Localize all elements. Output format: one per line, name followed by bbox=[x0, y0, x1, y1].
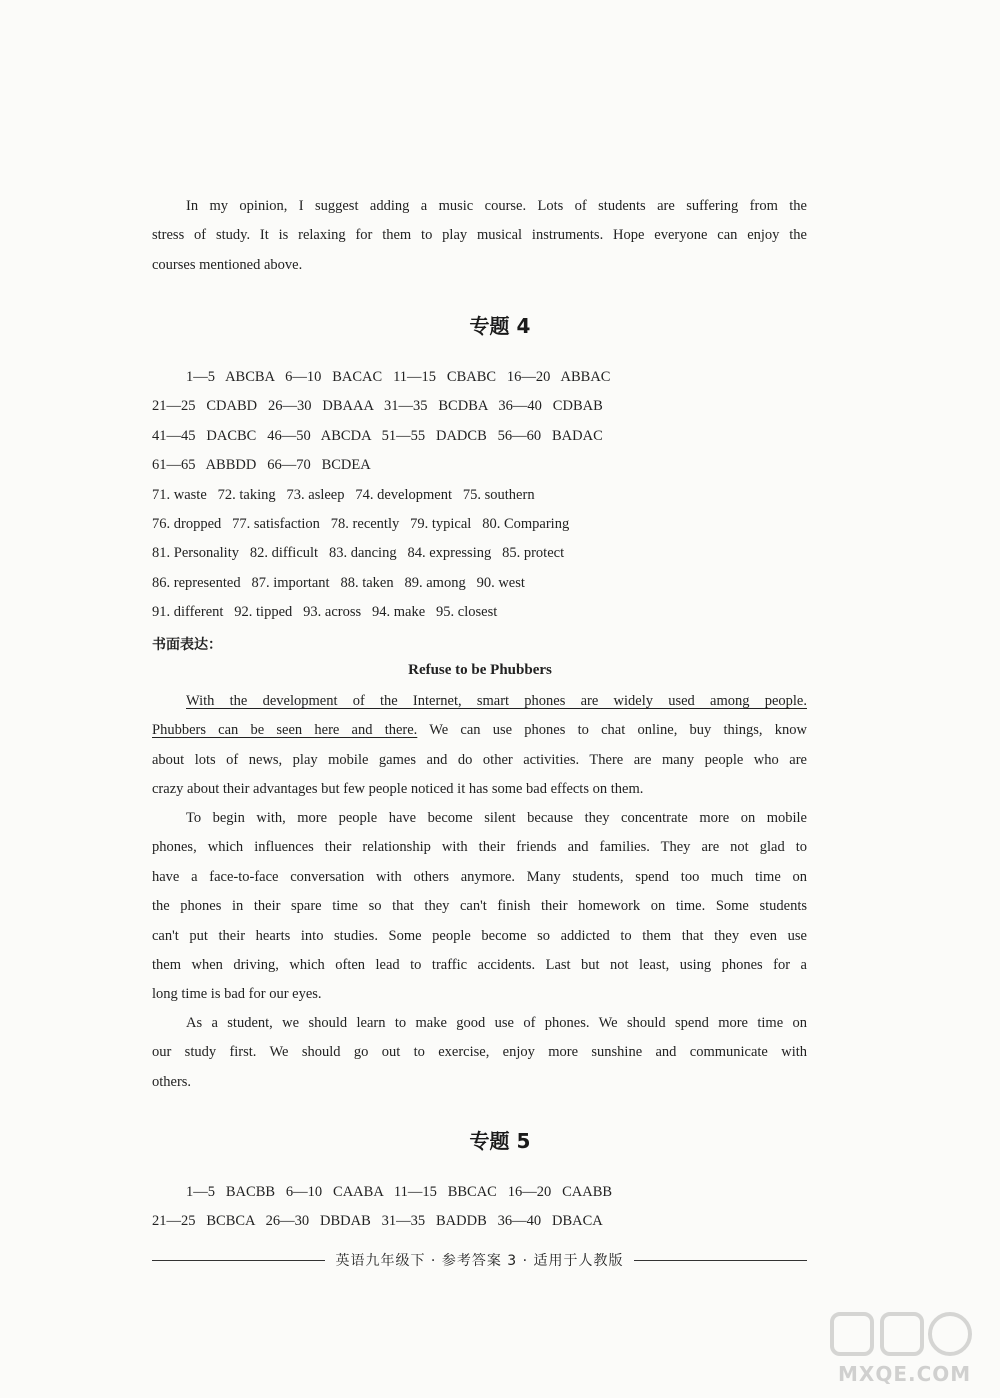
essay-line: our study first. We should go out to exercise, enjoy more sunshine and communicate with bbox=[152, 1044, 807, 1061]
fill-row: 81. Personality 82. difficult 83. dancing 84. expressing 85. protect bbox=[152, 545, 565, 562]
choice-row: 41—45 DACBC 46—50 ABCDA 51—55 DADCB 56—60 BADAC bbox=[152, 427, 603, 444]
essay-paragraph-3 bbox=[152, 1009, 807, 1097]
essay-line: To begin with, more people have become silent because they concentrate more on mobile bbox=[186, 810, 807, 826]
choice-row: 1—5 BACBB 6—10 CAABA 11—15 BBCAC 16—20 CAABB bbox=[186, 1184, 613, 1200]
topic5-heading: 专题 5 bbox=[469, 1129, 531, 1153]
essay-title: Refuse to be Phubbers bbox=[408, 662, 552, 678]
essay-line: the phones in their spare time so that they can't finish their homework on time. Some students bbox=[152, 898, 807, 915]
essay-line: them when driving, which often lead to traffic accidents. Last but not least, using phones for a bbox=[152, 957, 807, 974]
footer-rule-right bbox=[634, 1260, 807, 1261]
essay-line: about lots of news, play mobile games and do other activities. There are many people who are bbox=[152, 751, 807, 768]
essay-paragraph-1 bbox=[152, 687, 807, 805]
fill-row: 91. different 92. tipped 93. across 94. make 95. closest bbox=[152, 604, 498, 621]
footer-rule-left bbox=[152, 1260, 325, 1261]
choice-row: 61—65 ABBDD 66—70 BCDEA bbox=[152, 457, 371, 474]
essay-line bbox=[152, 716, 807, 745]
essay-line: have a face-to-face conversation with others anymore. Many students, spend too much time on bbox=[152, 868, 807, 885]
intro-line: In my opinion, I suggest adding a music course. Lots of students are suffering from the bbox=[186, 198, 807, 214]
page-footer bbox=[152, 1248, 807, 1272]
watermark-logo bbox=[828, 1308, 978, 1390]
intro-line: courses mentioned above. bbox=[152, 256, 303, 273]
essay-line bbox=[152, 687, 807, 716]
fill-row: 71. waste 72. taking 73. asleep 74. development 75. southern bbox=[152, 486, 535, 503]
writing-label: 书面表达： bbox=[152, 637, 222, 653]
essay-text: We can use phones to chat online, buy things, know bbox=[417, 722, 807, 739]
topic4-answers bbox=[152, 363, 611, 628]
essay-line: can't put their hearts into studies. Some people become so addicted to them that they even use bbox=[152, 927, 807, 944]
essay-line: long time is bad for our eyes. bbox=[152, 986, 322, 1003]
choice-row: 21—25 BCBCA 26—30 DBDAB 31—35 BADDB 36—40 DBACA bbox=[152, 1213, 603, 1230]
topic4-heading: 专题 4 bbox=[469, 314, 531, 338]
intro-paragraph bbox=[152, 192, 807, 280]
essay-line: phones, which influences their relationship with their friends and families. They are not glad to bbox=[152, 839, 807, 856]
essay-line: others. bbox=[152, 1073, 192, 1090]
topic5-answers bbox=[152, 1178, 613, 1237]
intro-line: stress of study. It is relaxing for them to play musical instruments. Hope everyone can enjoy the bbox=[152, 227, 807, 244]
fill-row: 86. represented 87. important 88. taken 89. among 90. west bbox=[152, 574, 525, 591]
essay-line: crazy about their advantages but few people noticed it has some bad effects on them. bbox=[152, 781, 644, 798]
essay-line: As a student, we should learn to make good use of phones. We should spend more time on bbox=[186, 1015, 807, 1031]
footer-text: 英语九年级下 · 参考答案 3 · 适用于人教版 bbox=[335, 1253, 624, 1269]
underlined-sentence: With the development of the Internet, smart phones are widely used among people. bbox=[186, 693, 807, 709]
choice-row: 21—25 CDABD 26—30 DBAAA 31—35 BCDBA 36—40 CDBAB bbox=[152, 398, 603, 415]
underlined-sentence: Phubbers can be seen here and there. bbox=[152, 722, 418, 739]
watermark-text: MXQE.COM bbox=[838, 1362, 972, 1386]
choice-row: 1—5 ABCBA 6—10 BACAC 11—15 CBABC 16—20 ABBAC bbox=[186, 369, 611, 385]
essay-paragraph-2 bbox=[152, 804, 807, 1010]
fill-row: 76. dropped 77. satisfaction 78. recently 79. typical 80. Comparing bbox=[152, 516, 570, 533]
watermark-seal-icon bbox=[828, 1308, 978, 1364]
